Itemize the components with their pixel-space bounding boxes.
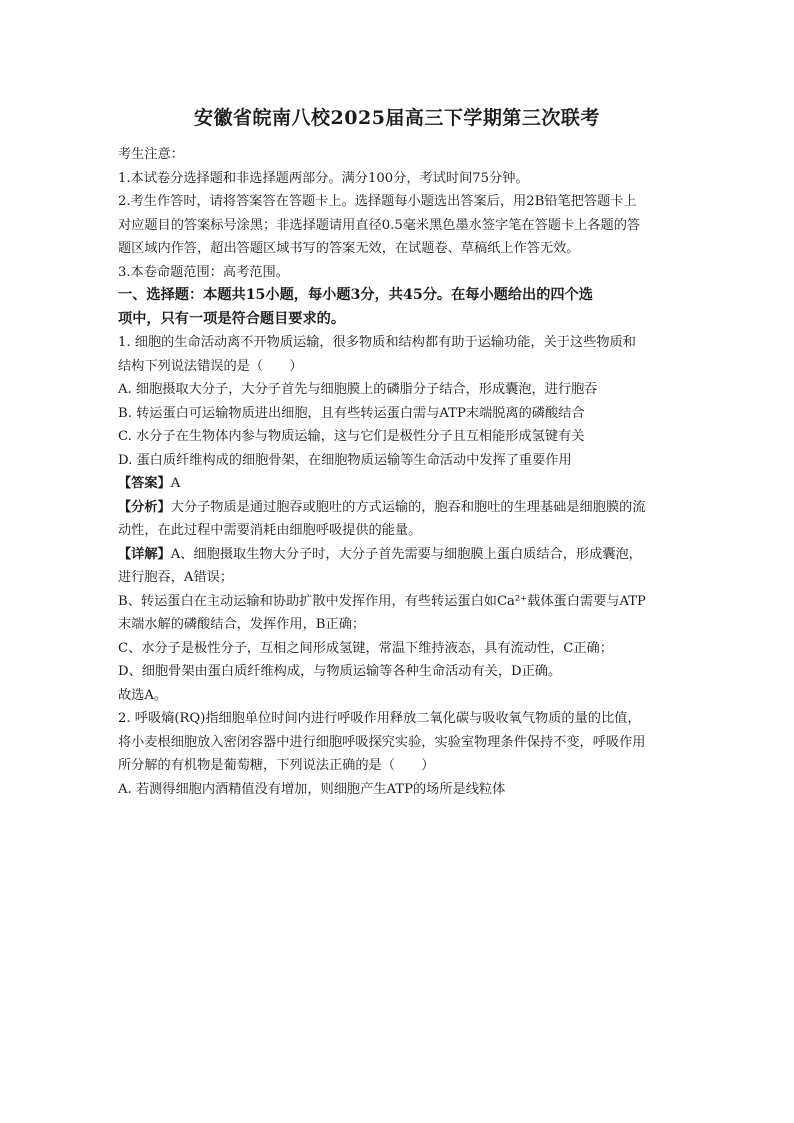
detail-label: 【详解】 xyxy=(118,546,171,562)
analysis-label: 【分析】 xyxy=(118,499,171,515)
section-heading-cont: 项中，只有一项是符合题目要求的。 xyxy=(118,310,346,327)
q1-detail-c: C、水分子是极性分子，互相之间形成氢键，常温下维持液态，具有流动性，C正确； xyxy=(118,640,613,656)
notice-item-2: 2.考生作答时，请将答案答在答题卡上。选择题每小题选出答案后，用2B铅笔把答题卡上 xyxy=(118,194,637,209)
notice-item-2-cont: 对应题目的答案标号涂黑；非选择题请用直径0.5毫米黑色墨水签字笔在答题卡上各题的答 xyxy=(118,217,641,233)
q1-option-a: A. 细胞摄取大分子，大分子首先与细胞膜上的磷脂分子结合，形成囊泡，进行胞吞 xyxy=(118,382,598,397)
q2-stem-cont2: 所分解的有机物是葡萄糖，下列说法正确的是（ ） xyxy=(118,758,435,773)
q1-detail-b: B、转运蛋白在主动运输和协助扩散中发挥作用，有些转运蛋白如Ca²⁺载体蛋白需要与ATP xyxy=(118,593,646,609)
notice-item-1: 1.本试卷分选择题和非选择题两部分。满分100分，考试时间75分钟。 xyxy=(118,170,529,186)
q2-option-a: A. 若测得细胞内酒精值没有增加，则细胞产生ATP的场所是线粒体 xyxy=(118,781,506,797)
notice-item-3: 3.本卷命题范围：高考范围。 xyxy=(118,264,289,280)
q1-stem: 1. 细胞的生命活动离不开物质运输，很多物质和结构都有助于运输功能，关于这些物质和 xyxy=(118,335,636,350)
q1-conclusion: 故选A。 xyxy=(118,687,168,703)
detail-text: A、细胞摄取生物大分子时，大分子首先需要与细胞膜上蛋白质结合，形成囊泡， xyxy=(170,546,642,562)
q1-option-b: B. 转运蛋白可运输物质进出细胞，且有些转运蛋白需与ATP末端脱离的磷酸结合 xyxy=(118,405,585,421)
q1-detail-b-cont: 末端水解的磷酸结合，发挥作用，B正确； xyxy=(118,617,366,632)
section-heading: 一、选择题：本题共15小题，每小题3分，共45分。在每小题给出的四个选 xyxy=(118,287,593,303)
q1-analysis-cont: 动性，在此过程中需要消耗由细胞呼吸提供的能量。 xyxy=(118,523,422,538)
q2-stem-cont: 将小麦根细胞放入密闭容器中进行细胞呼吸探究实验，实验室物理条件保持不变，呼吸作用 xyxy=(118,734,646,750)
answer-value: A xyxy=(170,476,181,491)
page-title: 安徽省皖南八校2025届高三下学期第三次联考 xyxy=(194,107,600,129)
q1-detail-d: D、细胞骨架由蛋白质纤维构成，与物质运输等各种生命活动有关，D正确。 xyxy=(118,664,562,679)
answer-label: 【答案】 xyxy=(118,476,171,491)
document-body xyxy=(118,143,678,801)
q1-analysis xyxy=(118,496,678,520)
analysis-text: 大分子物质是通过胞吞或胞吐的方式运输的，胞吞和胞吐的生理基础是细胞膜的流 xyxy=(170,499,646,515)
q1-option-d: D. 蛋白质纤维构成的细胞骨架，在细胞物质运输等生命活动中发挥了重要作用 xyxy=(118,452,572,468)
q2-stem: 2. 呼吸熵(RQ)指细胞单位时间内进行呼吸作用释放二氧化碳与吸收氧气物质的量的比值， xyxy=(118,711,641,726)
q1-answer xyxy=(118,472,678,496)
notice-heading: 考生注意： xyxy=(118,147,184,162)
q1-stem-cont: 结构下列说法错误的是（ ） xyxy=(118,358,303,374)
q1-detail-cont: 进行胞吞，A错误； xyxy=(118,570,234,585)
q1-detail xyxy=(118,543,678,567)
q1-option-c: C. 水分子在生物体内参与物质运输，这与它们是极性分子且互相能形成氢键有关 xyxy=(118,429,585,444)
notice-item-2-cont2: 题区域内作答，超出答题区域书写的答案无效，在试题卷、草稿纸上作答无效。 xyxy=(118,241,580,256)
